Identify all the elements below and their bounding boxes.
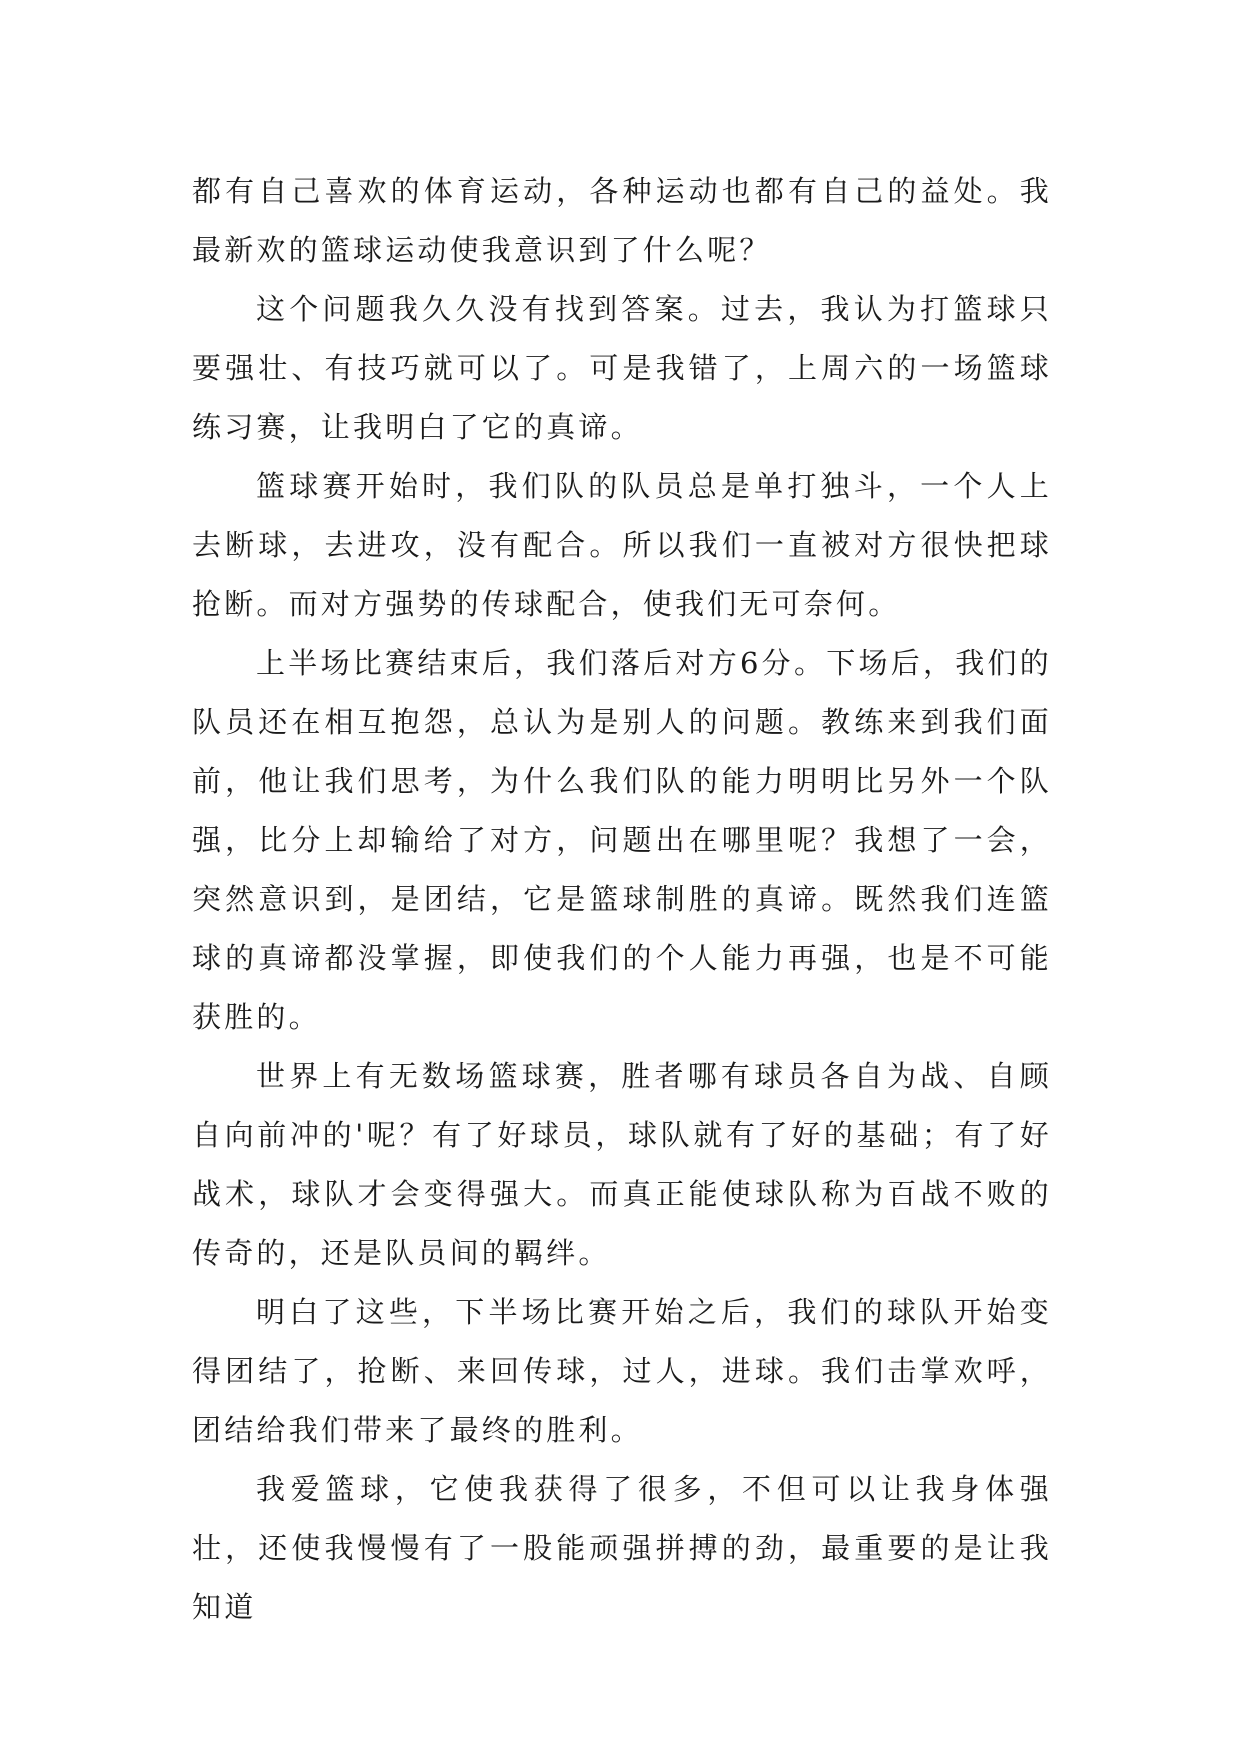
paragraph: 上半场比赛结束后，我们落后对方6分。下场后，我们的队员还在相互抱怨，总认为是别人的问题。教练来到我们面前，他让我们思考，为什么我们队的能力明明比另外一个队强，比分上却输给了对方，问题出在哪里呢？我想了一会，突然意识到，是团结，它是篮球制胜的真谛。既然我们连篮球的真谛都没掌握，即使我们的个人能力再强，也是不可能获胜的。 [192, 646, 1052, 1034]
document-body [192, 162, 1052, 1637]
paragraph: 明白了这些，下半场比赛开始之后，我们的球队开始变得团结了，抢断、来回传球，过人，进球。我们击掌欢呼，团结给我们带来了最终的胜利。 [192, 1295, 1052, 1447]
paragraph: 篮球赛开始时，我们队的队员总是单打独斗，一个人上去断球，去进攻，没有配合。所以我们一直被对方很快把球抢断。而对方强势的传球配合，使我们无可奈何。 [192, 469, 1052, 621]
paragraph: 世界上有无数场篮球赛，胜者哪有球员各自为战、自顾自向前冲的'呢？有了好球员，球队就有了好的基础；有了好战术，球队才会变得强大。而真正能使球队称为百战不败的传奇的，还是队员间的羁绊。 [192, 1059, 1052, 1270]
paragraph: 我爱篮球，它使我获得了很多，不但可以让我身体强壮，还使我慢慢有了一股能顽强拼搏的劲，最重要的是让我知道 [192, 1472, 1052, 1624]
paragraph: 都有自己喜欢的体育运动，各种运动也都有自己的益处。我最新欢的篮球运动使我意识到了什么呢？ [192, 174, 1052, 267]
paragraph: 这个问题我久久没有找到答案。过去，我认为打篮球只要强壮、有技巧就可以了。可是我错了，上周六的一场篮球练习赛，让我明白了它的真谛。 [192, 292, 1052, 444]
